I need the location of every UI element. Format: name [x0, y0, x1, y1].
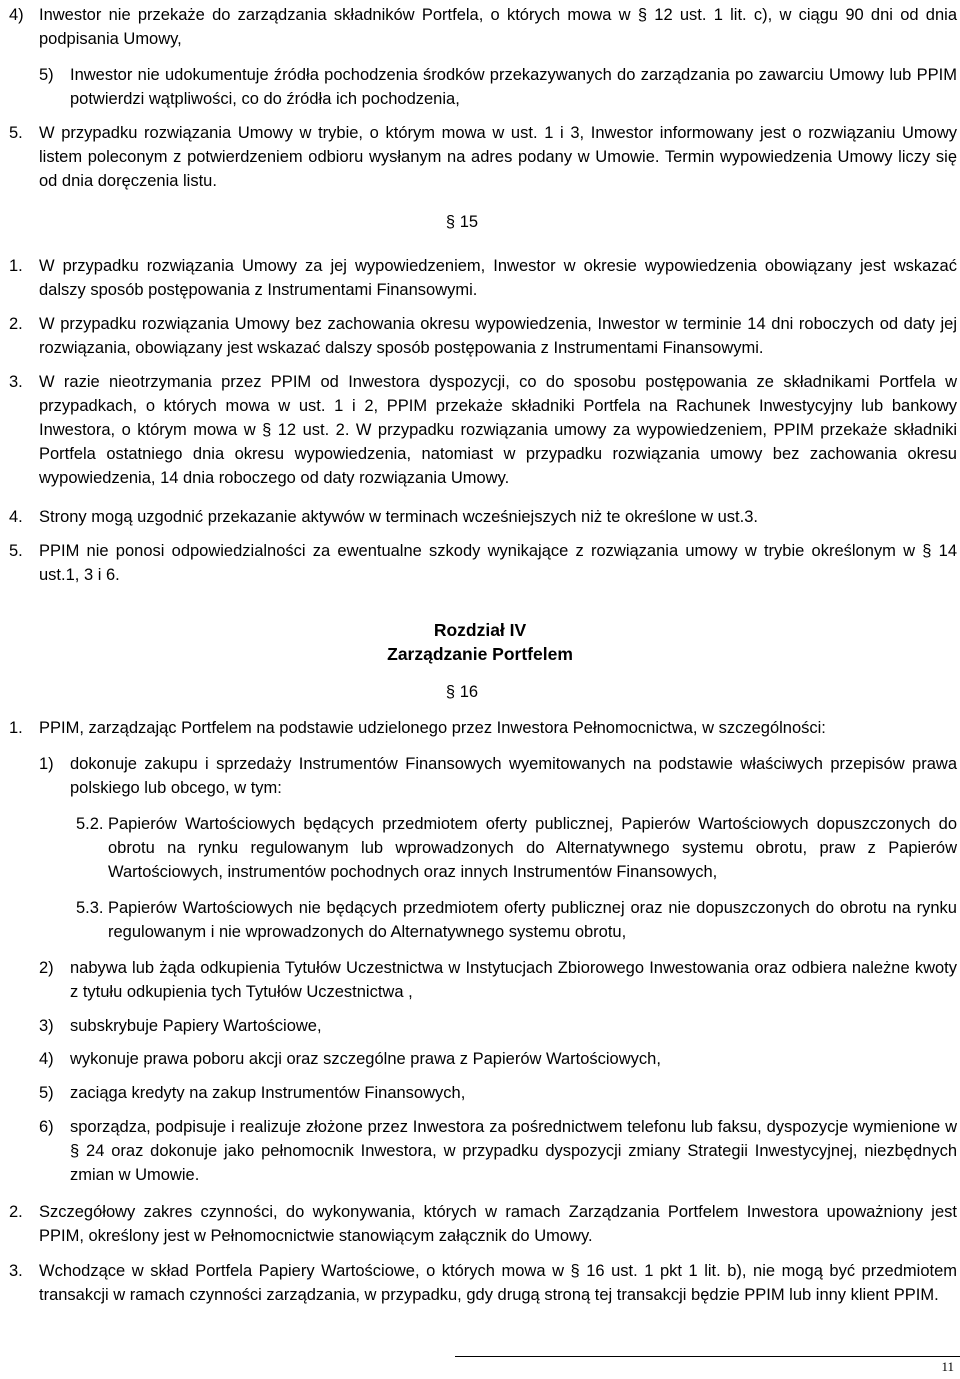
- list-item-text: Papierów Wartościowych nie będących przedmiotem oferty publicznej oraz nie dopuszczonych do obrotu na rynku regulowanym i nie wprowadzonych do Alternatywnego systemu obrotu,: [108, 899, 957, 941]
- list-number: 5): [39, 66, 54, 84]
- list-number: 2): [39, 959, 54, 977]
- list-number: 4.: [9, 508, 23, 526]
- page-number: 11: [941, 1359, 954, 1374]
- list-number: 1): [39, 755, 54, 773]
- list-number: 5.: [9, 542, 23, 560]
- list-item-text: subskrybuje Papiery Wartościowe,: [70, 1017, 322, 1035]
- list-item-text: Szczegółowy zakres czynności, do wykonywania, których w ramach Zarządzania Portfelem Inwestora upoważniony jest PPIM, określony jest w Pełnomocnictwie stanowiącym załącznik do Umowy.: [39, 1203, 957, 1245]
- list-item-text: Papierów Wartościowych będących przedmiotem oferty publicznej, Papierów Wartościowych dopuszczonych do obrotu na rynku regulowanym lub wprowadzonych do Alternatywnego systemu obrotu, praw z Papierów Wartościowych, instrumentów pochodnych oraz innych Instrumentów Finansowych,: [108, 815, 957, 881]
- list-number: 5.2.: [76, 815, 104, 833]
- list-item-text: wykonuje prawa poboru akcji oraz szczególne prawa z Papierów Wartościowych,: [70, 1050, 661, 1068]
- list-number: 3.: [9, 1262, 23, 1280]
- list-number: 2.: [9, 315, 23, 333]
- list-item-text: Inwestor nie przekaże do zarządzania składników Portfela, o których mowa w § 12 ust. 1 lit. c), w ciągu 90 dni od dnia podpisania Umowy,: [39, 6, 957, 48]
- list-number: 3): [39, 1017, 54, 1035]
- list-number: 5): [39, 1084, 54, 1102]
- list-number: 5.3.: [76, 899, 104, 917]
- list-item-text: Strony mogą uzgodnić przekazanie aktywów w terminach wcześniejszych niż te określone w ust.3.: [39, 508, 758, 526]
- list-item-text: Wchodzące w skład Portfela Papiery Wartościowe, o których mowa w § 16 ust. 1 pkt 1 lit. b), nie mogą być przedmiotem transakcji w ramach czynności zarządzania, w przypadku, gdy drugą stroną tej transakcji będzie PPIM lub inny klient PPIM.: [39, 1262, 957, 1304]
- list-number: 1.: [9, 257, 23, 275]
- list-item-text: W przypadku rozwiązania Umowy bez zachowania okresu wypowiedzenia, Inwestor w terminie 14 dni roboczych od daty jej rozwiązania, obowiązany jest wskazać dalszy sposób postępowania z Instrumentami Finansowymi.: [39, 315, 957, 357]
- list-item-text: nabywa lub żąda odkupienia Tytułów Uczestnictwa w Instytucjach Zbiorowego Inwestowania oraz odbiera należne kwoty z tytułu odkupienia tych Tytułów Uczestnictwa ,: [70, 959, 957, 1001]
- list-number: 4): [9, 6, 24, 24]
- list-item-text: zaciąga kredyty na zakup Instrumentów Finansowych,: [70, 1084, 466, 1102]
- list-item-text: Inwestor nie udokumentuje źródła pochodzenia środków przekazywanych do zarządzania po zawarciu Umowy lub PPIM potwierdzi wątpliwości, co do źródła ich pochodzenia,: [70, 66, 957, 108]
- list-item-text: PPIM, zarządzając Portfelem na podstawie udzielonego przez Inwestora Pełnomocnictwa, w szczególności:: [39, 719, 826, 737]
- list-item-text: W przypadku rozwiązania Umowy za jej wypowiedzeniem, Inwestor w okresie wypowiedzenia obowiązany jest wskazać dalszy sposób postępowania z Instrumentami Finansowymi.: [39, 257, 957, 299]
- list-number: 5.: [9, 124, 23, 142]
- chapter-subtitle: Zarządzanie Portfelem: [387, 644, 573, 664]
- section-sign: §: [445, 683, 456, 701]
- section-heading: [0, 210, 960, 234]
- section-sign: §: [445, 213, 456, 231]
- section-number: 15: [459, 213, 479, 231]
- list-number: 4): [39, 1050, 54, 1068]
- list-item-text: W przypadku rozwiązania Umowy w trybie, o którym mowa w ust. 1 i 3, Inwestor informowany jest o rozwiązaniu Umowy listem poleconym z potwierdzeniem odbioru wysłanym na adres podany w Umowie. Termin wypowiedzenia Umowy liczy się od dnia doręczenia listu.: [39, 124, 957, 190]
- list-item-text: sporządza, podpisuje i realizuje złożone przez Inwestora za pośrednictwem telefonu lub faksu, dyspozycje wymienione w § 24 oraz dokonuje jako pełnomocnik Inwestora, w przypadku dyspozycji zmiany Strategii Inwestycyjnej, niezbędnych zmian w Umowie.: [70, 1118, 957, 1184]
- list-item-text: PPIM nie ponosi odpowiedzialności za ewentualne szkody wynikające z rozwiązania umowy w trybie określonym w § 14 ust.1, 3 i 6.: [39, 542, 957, 584]
- list-number: 2.: [9, 1203, 23, 1221]
- section-heading: [0, 680, 960, 704]
- list-item-text: dokonuje zakupu i sprzedaży Instrumentów Finansowych wyemitowanych na podstawie właściwych przepisów prawa polskiego lub obcego, w tym:: [70, 755, 957, 797]
- section-number: 16: [459, 683, 479, 701]
- list-item-text: W razie nieotrzymania przez PPIM od Inwestora dyspozycji, co do sposobu postępowania ze składnikami Portfela w przypadkach, o których mowa w ust. 1 i 2, PPIM przekaże składniki Portfela na Rachunek Inwestycyjny lub bankowy Inwestora, o którym mowa w § 12 ust. 2. W przypadku rozwiązania umowy za wypowiedzeniem, PPIM przekaże składniki Portfela ostatniego dnia okresu wypowiedzenia, natomiast w przypadku rozwiązania umowy bez zachowania okresu wypowiedzenia, 14 dnia roboczego od daty rozwiązania Umowy.: [39, 373, 957, 487]
- list-number: 3.: [9, 373, 23, 391]
- chapter-title: Rozdział IV: [433, 620, 527, 640]
- list-number: 6): [39, 1118, 54, 1136]
- footer-rule: [455, 1356, 960, 1357]
- list-number: 1.: [9, 719, 23, 737]
